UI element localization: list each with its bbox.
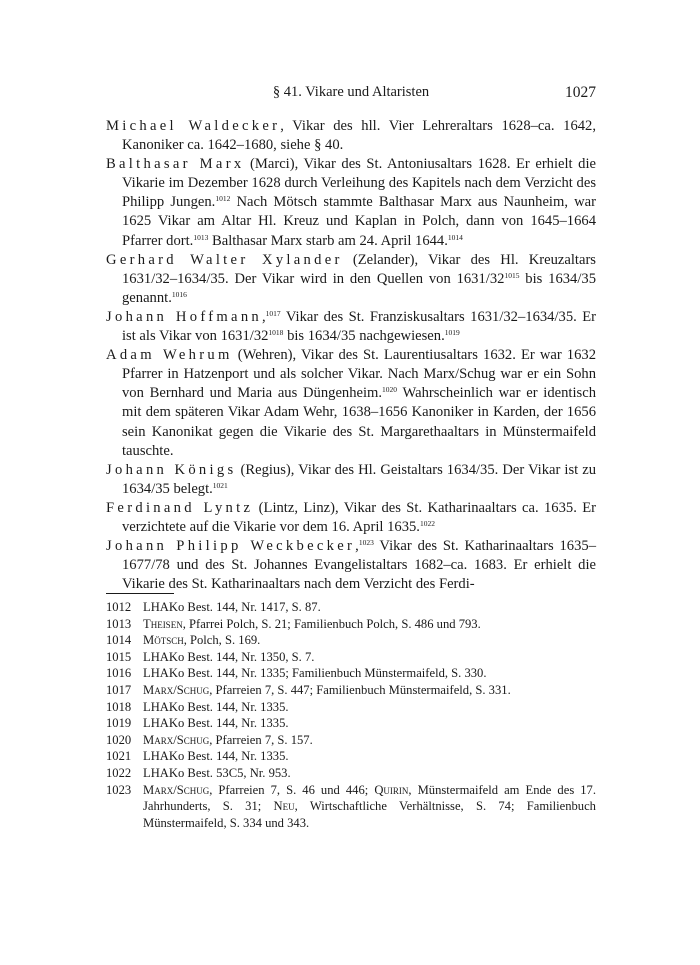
footnote-number: 1012 [106,600,132,614]
footnote-text [143,599,596,616]
entry-name: Adam Wehrum [106,347,233,364]
footnote-text [143,715,596,732]
footnote-segment: , Wirtschaftliche Verhältnisse, S. 74; Familienbuch Münstermaifeld, S. 334 und 343. [143,799,596,830]
footnote-segment: , Pfarrei Polch, S. 21; Familienbuch Polch, S. 486 und 793. [182,616,481,631]
footnote-marker: 1019 [444,328,460,338]
footnote [106,765,596,782]
entry-paragraph [106,346,596,461]
footnote-segment: , Pfarreien 7, S. 447; Familienbuch Münstermaifeld, S. 331. [209,682,511,697]
footnote-segment: , Pfarreien 7, S. 46 und 446; [209,782,375,797]
entry-name: Ferdinand Lyntz [106,499,254,516]
footnote-text [143,665,596,682]
entry-text: Vikar des St. Katharinaaltars 1635–1677/78 und des St. Johannes Evangelistaltars 1682–ca. 1683. Er erhielt die Vikarie des St. Katharinaaltars nach dem Verzicht des Ferdi- [122,538,596,593]
footnote-marker: 1021 [212,480,228,490]
author-name: Marx/Schug [143,682,210,697]
entry-text: (Wehren), Vikar des St. Laurentiusaltars 1632. Er war 1632 Pfarrer in Hatzenport und als solcher Vikar. Nach Marx/Schug war er ein Sohn von Bernhard und Maria aus Düngenheim. [122,347,596,402]
entry-name: Balthasar Marx [106,156,245,173]
entry-paragraph [106,537,596,594]
footnote-number: 1019 [106,716,132,731]
entry-paragraph [106,155,596,250]
running-head [106,84,596,106]
footnote-marker: 1018 [268,328,284,338]
footnote [106,699,596,716]
footnote-segment: LHAKo Best. 144, Nr. 1417, S. 87. [143,600,321,614]
entry-text: (Regius), Vikar des Hl. Geistaltars 1634/35. Der Vikar ist zu 1634/35 belegt. [122,461,596,497]
footnote-segment: LHAKo Best. 53C5, Nr. 953. [143,765,291,780]
footnote-number: 1023 [106,782,132,797]
footnote [106,682,596,699]
footnote-marker: 1016 [171,289,187,299]
footnote [106,599,596,616]
entry-text: bis 1634/35 nachgewiesen. [283,328,445,345]
footnote-number: 1022 [106,765,132,780]
footnote-marker: 1013 [193,232,209,242]
footnote [106,665,596,682]
author-name: Quirin [374,782,409,797]
entry-paragraph [106,308,596,346]
footnote-rule [106,593,174,594]
entry-name: Gerhard Walter Xylander [106,251,343,268]
footnote [106,732,596,749]
footnote-marker: 1012 [215,194,231,204]
entry-text: , Vikar des hll. Vier Lehreraltars 1628–ca. 1642, Kanoniker ca. 1642–1680, siehe § 40. [122,118,596,154]
footnote-text [143,748,596,765]
footnote-number: 1015 [106,649,132,664]
entry-name: Johann Königs [106,461,237,478]
footnote [106,632,596,649]
main-text [106,117,596,594]
footnote-segment: LHAKo Best. 144, Nr. 1335. [143,749,289,764]
entry-text: Wahrscheinlich war er identisch mit dem späteren Vikar Adam Wehr, 1638–1656 Kanoniker in Karden, der 1656 sein Kanonikat gegen die Vikarie des St. Margarethaaltars in Münstermaifeld tauschte. [122,385,596,459]
footnote-segment: LHAKo Best. 144, Nr. 1335. [143,699,289,714]
footnote [106,616,596,633]
entry-paragraph [106,117,596,155]
footnote-text [143,782,596,832]
footnote-text [143,699,596,716]
entry-text: (Lintz, Linz), Vikar des St. Katharinaaltars ca. 1635. Er verzichtete auf die Vikarie vor dem 16. April 1635. [122,499,596,535]
footnote-segment: , Münstermaifeld am Ende des 17. Jahrhunderts, S. 31; [143,782,597,814]
author-name: Theisen [143,616,183,631]
entry-name: Johann Hoffmann [106,308,263,325]
entry-text: Balthasar Marx starb am 24. April 1644. [208,232,448,249]
footnote-marker: 1015 [504,270,520,280]
entry-paragraph [106,499,596,537]
entry-text: , [262,308,266,325]
footnote-segment: LHAKo Best. 144, Nr. 1335; Familienbuch Münstermaifeld, S. 330. [143,666,487,681]
footnote-segment: , Polch, S. 169. [183,633,261,648]
entry-name: Johann Philipp Weckbecker [106,538,356,555]
footnote-number: 1014 [106,633,132,648]
footnote-marker: 1023 [358,538,374,548]
entry-text: , [355,538,359,555]
author-name: Mötsch [143,633,184,648]
footnote-marker: 1017 [265,308,281,318]
footnote-number: 1021 [106,749,132,764]
footnote-marker: 1022 [419,518,435,528]
footnote [106,649,596,666]
footnote-number: 1013 [106,616,132,631]
footnote-number: 1020 [106,732,132,747]
footnote-marker: 1014 [447,232,463,242]
footnote-text [143,632,596,649]
author-name: Marx/Schug [143,782,210,797]
footnote-number: 1017 [106,682,132,697]
footnote [106,715,596,732]
entry-text: (Zelander), Vikar des Hl. Kreuzaltars 1631/32–1634/35. Der Vikar wird in den Quellen von 1631/32 [122,251,596,287]
footnote [106,782,596,832]
entry-paragraph [106,461,596,499]
entry-paragraph [106,251,596,308]
footnote-segment: LHAKo Best. 144, Nr. 1335. [143,716,289,731]
page-number: 1027 [565,84,596,101]
footnotes [106,599,596,831]
entry-text: (Marci), Vikar des St. Antoniusaltars 1628. Er erhielt die Vikarie im Dezember 1628 durch Verleihung des Kapitels nach dem Verzicht des Philipp Jungen. [122,156,596,211]
footnote-segment: LHAKo Best. 144, Nr. 1350, S. 7. [143,649,315,664]
entry-name: Michael Waldecker [106,118,281,134]
footnote-text [143,765,596,782]
section-title: § 41. Vikare und Altaristen [272,84,430,100]
footnote-number: 1018 [106,699,132,714]
footnote-text [143,649,596,666]
author-name: Neu [273,799,295,814]
footnote-marker: 1020 [382,385,398,395]
footnote-text [143,616,596,633]
footnote-segment: , Pfarreien 7, S. 157. [209,732,313,747]
footnote-text [143,682,596,699]
entry-text: Vikar des St. Franziskusaltars 1631/32–1634/35. Er ist als Vikar von 1631/32 [122,308,596,345]
footnote-text [143,732,596,749]
footnote-number: 1016 [106,666,132,681]
author-name: Marx/Schug [143,732,210,747]
footnote [106,748,596,765]
entry-text: Nach Mötsch stammte Balthasar Marx aus Naunheim, war 1625 Vikar am Altar Hl. Kreuz und Kaplan in Polch, dann von 1645–1664 Pfarrer dort. [122,194,596,249]
entry-text: bis 1634/35 genannt. [122,270,596,306]
